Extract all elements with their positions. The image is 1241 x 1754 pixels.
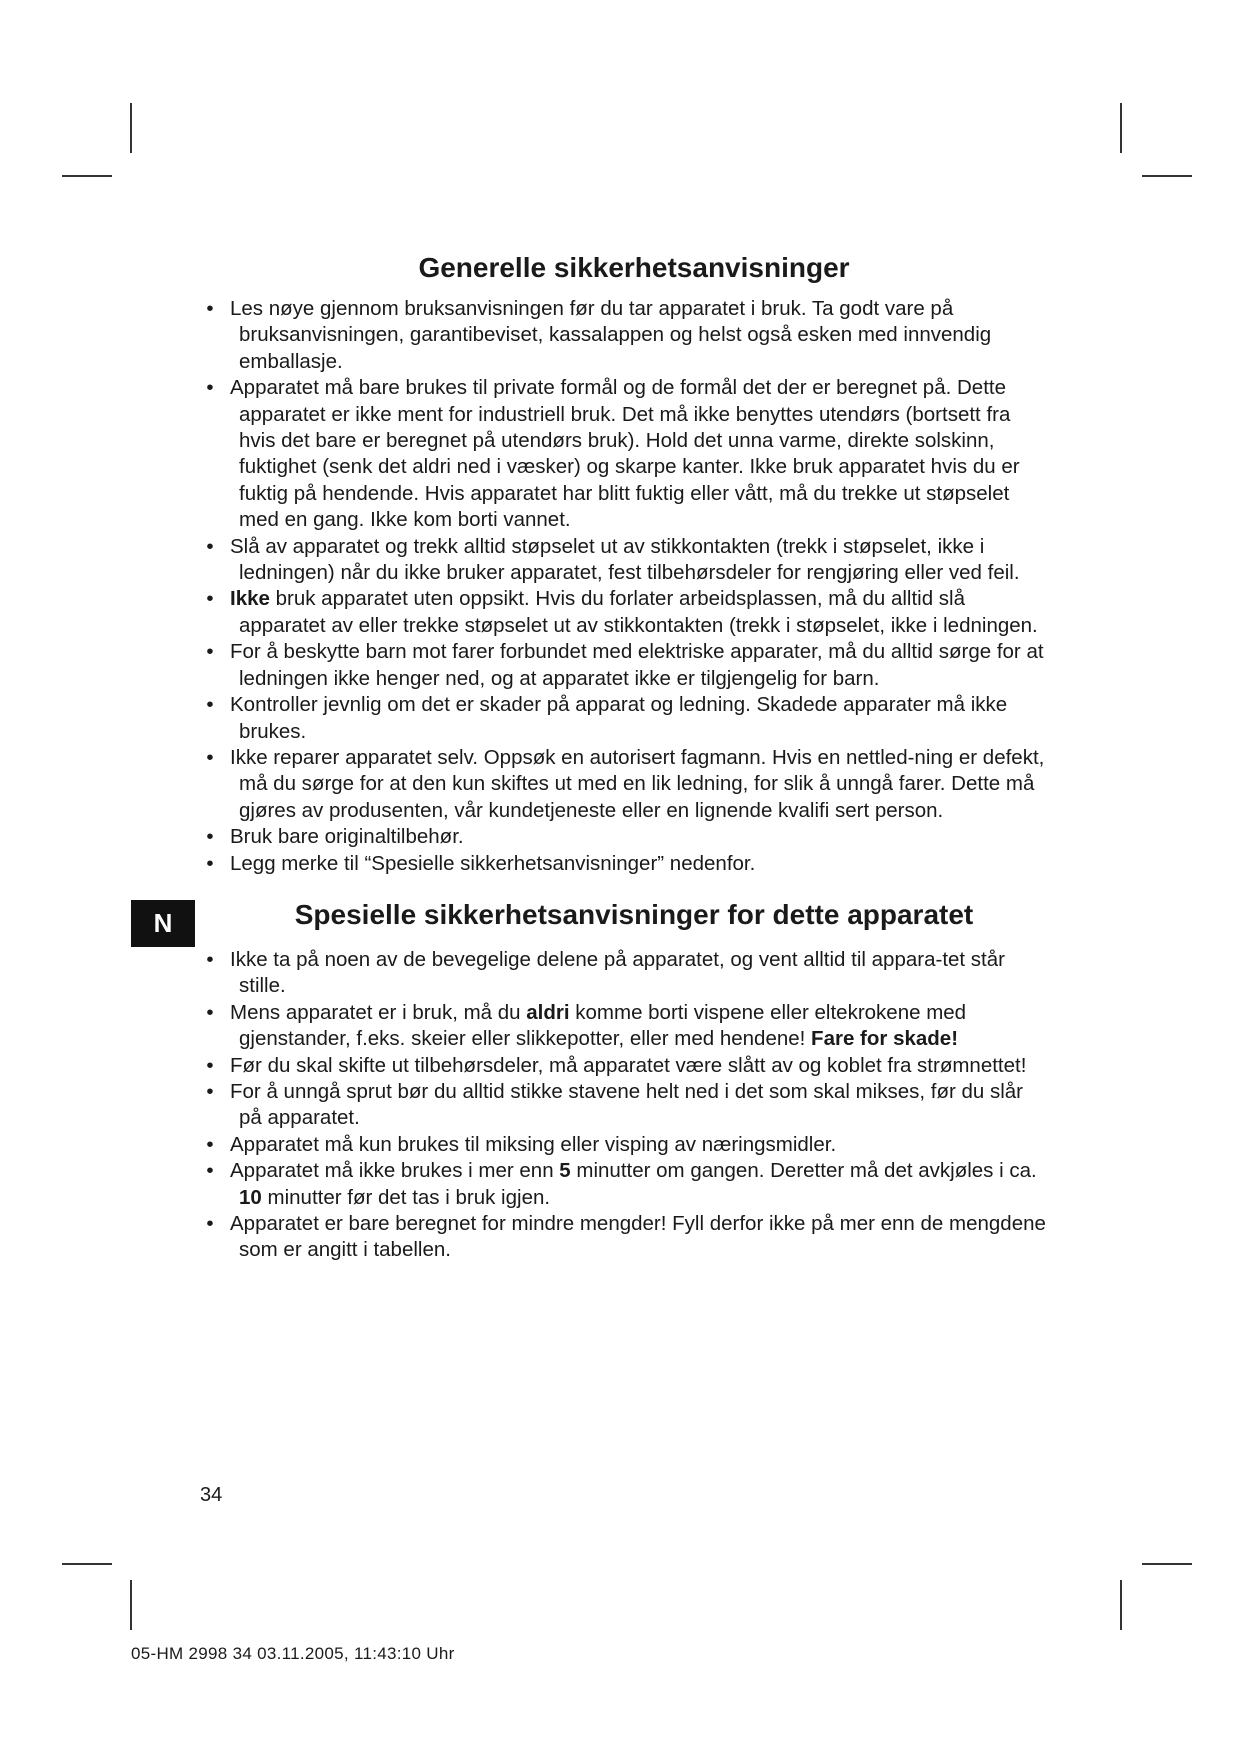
page-content xyxy=(200,250,1048,1264)
list-item-text xyxy=(230,1133,836,1156)
list-item-text xyxy=(230,1080,1023,1129)
text-segment: Slå av apparatet og trekk alltid støpselet ut av stikkontakten (trekk i støpselet, ikke i ledningen) når du ikke bruker apparatet, fest tilbehørsdeler for rengjøring eller ved feil. xyxy=(230,534,1020,585)
list-item xyxy=(200,947,1048,1000)
bullet-icon: • xyxy=(206,1132,214,1156)
list-item-text xyxy=(230,1054,1026,1077)
general-safety-list xyxy=(200,296,1048,877)
list-item-text xyxy=(230,1159,1037,1208)
text-segment: Apparatet er bare beregnet for mindre mengder! Fyll derfor ikke på mer enn de mengdene som er angitt i tabellen. xyxy=(230,1212,1046,1262)
emphasis-text: 10 xyxy=(239,1185,262,1209)
crop-mark-top-right-vertical xyxy=(1120,103,1122,153)
emphasis-text: 5 xyxy=(559,1159,571,1183)
bullet-icon: • xyxy=(206,1159,214,1183)
list-item xyxy=(200,1158,1048,1211)
list-item-text xyxy=(230,297,991,373)
list-item xyxy=(200,1211,1048,1264)
text-segment: Ikke ta på noen av de bevegelige delene på apparatet, og vent alltid til appara-tet står stille. xyxy=(230,947,1005,998)
list-item-text xyxy=(230,1001,966,1050)
text-segment: Apparatet må bare brukes til private formål og de formål det der er beregnet på. Dette apparatet er ikke ment for industriell bruk. Det må ikke benyttes utendørs (bortsett fra hvis det bare er beregnet på utendørs bruk). Hold det unna varme, direkte solskinn, fuktighet (senk det aldri ned i væsker) og skarpe kanter. Ikke bruk apparatet hvis du er fuktig på hendende. Hvis apparatet har blitt fuktig eller vått, må du trekke ut støpselet med en gang. Ikke kom borti vannet. xyxy=(230,376,1020,532)
text-segment: Kontroller jevnlig om det er skader på apparat og ledning. Skadede apparater må ikke brukes. xyxy=(230,693,1008,743)
bullet-icon: • xyxy=(206,825,214,849)
bullet-icon: • xyxy=(206,851,214,875)
bullet-icon: • xyxy=(206,1212,214,1235)
bullet-icon: • xyxy=(206,640,214,664)
list-item xyxy=(200,692,1048,745)
text-segment: Mens apparatet er i bruk, må du xyxy=(230,1000,527,1024)
list-item xyxy=(200,375,1048,533)
text-segment: bruk apparatet uten oppsikt. Hvis du forlater arbeidsplassen, må du alltid slå apparatet av eller trekke støpselet ut av stikkontakten (trekk i støpselet, ikke i ledningen. xyxy=(239,587,1038,637)
specific-safety-list xyxy=(200,947,1048,1264)
list-item xyxy=(200,1079,1048,1132)
list-item-text xyxy=(230,376,1020,531)
list-item-text xyxy=(230,825,464,848)
text-segment: Ikke reparer apparatet selv. Oppsøk en autorisert fagmann. Hvis en nettled-ning er defekt, må du sørge for at den kun skiftes ut med en lik ledning, for slik å unngå farer. Dette må gjøres av produsenten, vår kundetjeneste eller en lignende kvalifi sert person. xyxy=(230,745,1045,822)
text-segment: Før du skal skifte ut tilbehørsdeler, må apparatet være slått av og koblet fra strømnettet! xyxy=(230,1053,1027,1077)
crop-mark-bottom-right-vertical xyxy=(1120,1580,1122,1630)
bullet-icon: • xyxy=(206,376,214,400)
list-item xyxy=(200,296,1048,375)
text-segment: komme borti vispene eller eltekrokene med gjenstander, f.eks. skeier eller slikkepotter, eller med hendene! xyxy=(239,1000,967,1051)
bullet-icon: • xyxy=(206,534,214,558)
list-item xyxy=(200,1000,1048,1053)
list-item-text xyxy=(230,1212,1046,1261)
section-title-specific: Spesielle sikkerhetsanvisninger for dette apparatet xyxy=(294,898,974,930)
crop-mark-top-left-horizontal xyxy=(62,175,112,177)
list-item-text xyxy=(230,746,1044,822)
crop-mark-top-right-horizontal xyxy=(1142,175,1192,177)
list-item-text xyxy=(230,693,1007,742)
language-tab: N xyxy=(131,900,195,947)
list-item xyxy=(200,1053,1048,1079)
list-item-text xyxy=(230,587,1038,636)
text-segment: minutter før det tas i bruk igjen. xyxy=(261,1185,551,1209)
list-item xyxy=(200,1132,1048,1158)
list-item-text xyxy=(230,852,755,875)
bullet-icon: • xyxy=(206,1000,214,1024)
crop-mark-top-left-vertical xyxy=(130,103,132,153)
bullet-icon: • xyxy=(206,1053,214,1077)
bullet-icon: • xyxy=(206,1079,214,1103)
list-item xyxy=(200,851,1048,877)
emphasis-text: aldri xyxy=(526,1000,570,1024)
emphasis-text: Ikke xyxy=(230,587,270,611)
list-item xyxy=(200,586,1048,639)
text-segment: Les nøye gjennom bruksanvisningen før du tar apparatet i bruk. Ta godt vare på bruksanvisningen, garantibeviset, kassalappen og helst også esken med innvendig emballasje. xyxy=(230,297,992,373)
text-segment: Legg merke til “Spesielle sikkerhetsanvisninger” nedenfor. xyxy=(230,851,756,875)
list-item xyxy=(200,534,1048,587)
text-segment: Apparatet må ikke brukes i mer enn xyxy=(230,1159,560,1183)
text-segment: For å beskytte barn mot farer forbundet med elektriske apparater, må du alltid sørge for at ledningen ikke henger ned, og at apparatet ikke er tilgjengelig for barn. xyxy=(230,640,1044,690)
list-item-text xyxy=(230,640,1044,689)
bullet-icon: • xyxy=(206,693,214,717)
bullet-icon: • xyxy=(206,947,214,971)
text-segment: minutter om gangen. Deretter må det avkjøles i ca. xyxy=(570,1159,1037,1183)
list-item-text xyxy=(230,948,1005,997)
print-footer: 05-HM 2998 34 03.11.2005, 11:43:10 Uhr xyxy=(131,1644,455,1663)
text-segment: Apparatet må kun brukes til miksing eller visping av næringsmidler. xyxy=(230,1132,837,1156)
crop-mark-bottom-left-vertical xyxy=(130,1580,132,1630)
text-segment: For å unngå sprut bør du alltid stikke stavene helt ned i det som skal mikses, før du slår på apparatet. xyxy=(230,1079,1024,1130)
bullet-icon: • xyxy=(206,297,214,320)
bullet-icon: • xyxy=(206,587,214,611)
emphasis-text: Fare for skade! xyxy=(811,1027,959,1051)
list-item-text xyxy=(230,535,1020,584)
crop-mark-bottom-right-horizontal xyxy=(1142,1563,1192,1565)
bullet-icon: • xyxy=(206,745,214,769)
list-item xyxy=(200,639,1048,692)
list-item xyxy=(200,824,1048,850)
crop-mark-bottom-left-horizontal xyxy=(62,1563,112,1565)
section-title-general: Generelle sikkerhetsanvisninger xyxy=(418,252,850,283)
text-segment: Bruk bare originaltilbehør. xyxy=(230,825,464,849)
page-number: 34 xyxy=(200,1484,223,1506)
list-item xyxy=(200,745,1048,824)
